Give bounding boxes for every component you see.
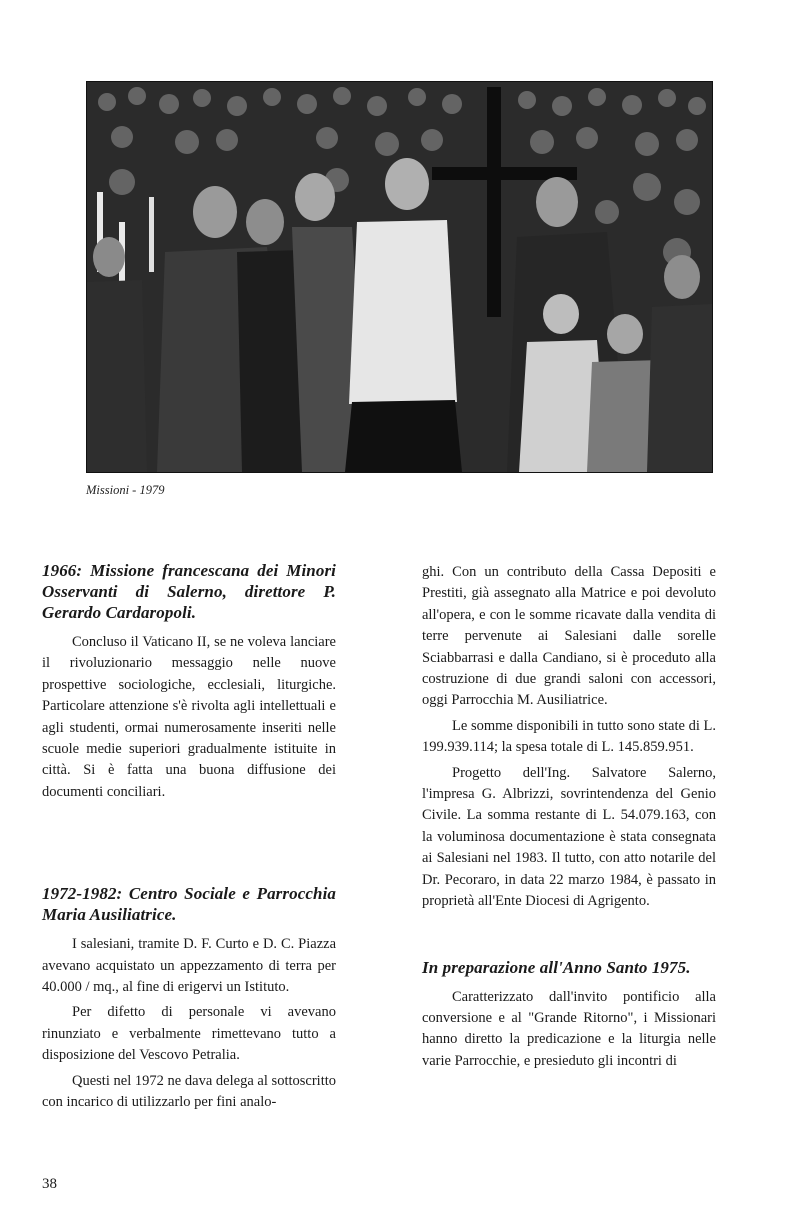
paragraph: Progetto dell'Ing. Salvatore Salerno, l'impresa G. Albrizzi, sovrintendenza del Genio Civile. La somma restante di L. 54.079.163, con la voluminosa documentazione è stata consegnata ai Salesiani nel 1983. Il tutto, con atto notarile del Dr. Pecoraro, in data 22 marzo 1984, è passato in proprietà all'Ente Diocesi di Agrigento. — [422, 764, 716, 910]
paragraph-continued: ghi. Con un contributo della Cassa Depositi e Prestiti, già assegnato alla Matrice e poi devoluto all'opera, e con le somme ricavate dalla vendita di terre pervenute ai Salesiani dalle sorelle Sciabbarrasi e dalla Candiano, si è proceduto alla costruzione di due grandi saloni con accessori, oggi Parrocchia M. Ausiliatrice. — [422, 564, 716, 709]
photo-caption: Missioni - 1979 — [86, 483, 165, 497]
section-heading-anno-santo: In preparazione all'Anno Santo 1975. — [422, 957, 691, 977]
paragraph: Concluso il Vaticano II, se ne voleva lanciare il rivoluzionario messaggio nelle nuove prospettive sociologiche, ecclesiali, liturgiche. Particolare attenzione s'è rivolta agli intellettuali e agli studenti, ormai numerosamente inseriti nelle scuole medie superiori gradualmente istituite in città. Si è fatta una buona diffusione dei documenti conciliari. — [42, 634, 336, 800]
paragraph: Per difetto di personale vi avevano rinunziato e verbalmente rimettevano tutto a disposizione del Vescovo Petralia. — [42, 1004, 336, 1064]
paragraph: Caratterizzato dall'invito pontificio alla conversione e al "Grande Ritorno", i Missionari hanno diretto la predicazione e la liturgia nelle varie Parrocchie, e presieduto gli incontri di — [422, 988, 716, 1069]
photo-missioni-1979 — [86, 81, 713, 473]
section-heading-1966: 1966: Missione francescana dei Minori Osservanti di Salerno, direttore P. Gerardo Cardaropoli. — [42, 561, 336, 622]
paragraph: Questi nel 1972 ne dava delega al sottoscritto con incarico di utilizzarlo per fini analo- — [42, 1072, 336, 1111]
section-heading-1972-1982: 1972-1982: Centro Sociale e Parrocchia Maria Ausiliatrice. — [42, 884, 336, 925]
page-number: 38 — [42, 1176, 57, 1192]
paragraph: Le somme disponibili in tutto sono state di L. 199.939.114; la spesa totale di L. 145.859.951. — [422, 717, 716, 756]
right-column — [422, 562, 716, 1072]
left-column — [42, 560, 336, 1114]
photo-image — [87, 82, 712, 472]
paragraph: I salesiani, tramite D. F. Curto e D. C. Piazza avevano acquistato un appezzamento di terra per 40.000 / mq., al fine di erigervi un Istituto. — [42, 936, 336, 996]
